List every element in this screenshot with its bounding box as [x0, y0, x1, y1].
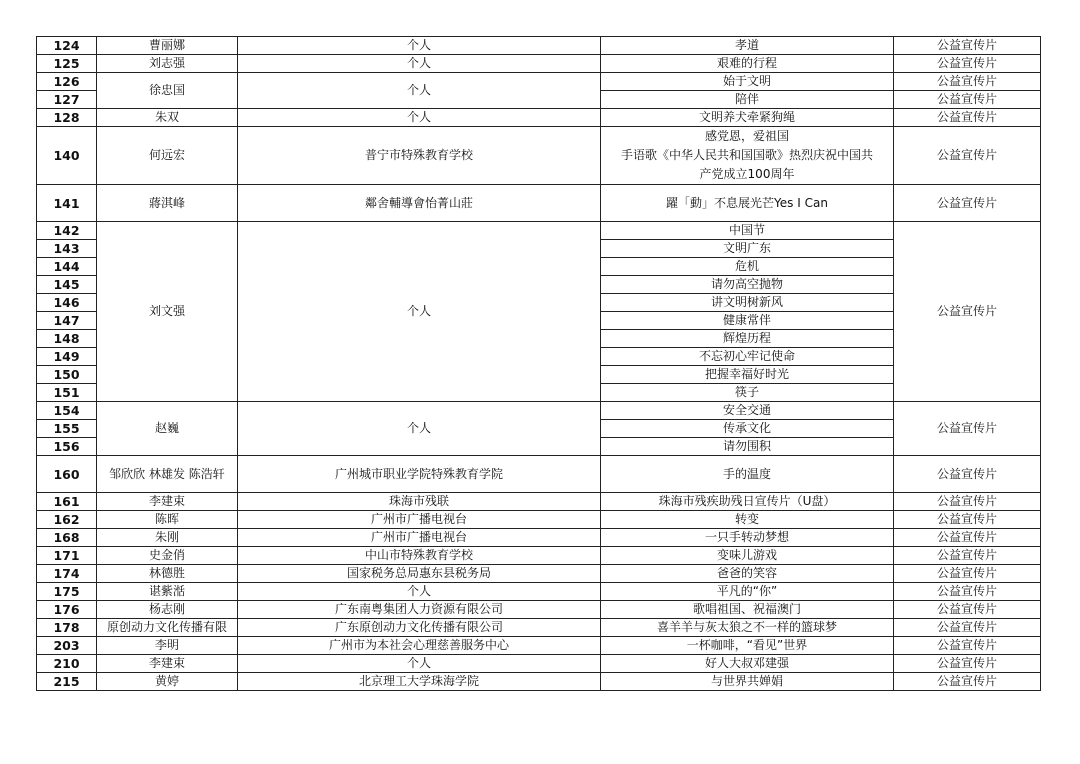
title-cell: 一只手转动梦想: [601, 529, 894, 547]
entry-number-cell: 146: [37, 294, 97, 312]
entry-number-cell: 203: [37, 637, 97, 655]
organization-cell: 个人: [238, 37, 601, 55]
category-cell: 公益宣传片: [894, 402, 1041, 456]
author-cell: 曹丽娜: [97, 37, 238, 55]
author-cell: 蔣淇峰: [97, 185, 238, 222]
table-row: [37, 529, 1041, 547]
table-row: [37, 55, 1041, 73]
entry-number-cell: 162: [37, 511, 97, 529]
table-row: [37, 222, 1041, 240]
title-cell: 与世界共婵娟: [601, 673, 894, 691]
organization-cell: 鄰舍輔導會怡菁山莊: [238, 185, 601, 222]
entry-number-cell: 161: [37, 493, 97, 511]
author-cell: 陈晖: [97, 511, 238, 529]
category-cell: 公益宣传片: [894, 222, 1041, 402]
table-row: [37, 583, 1041, 601]
category-cell: 公益宣传片: [894, 493, 1041, 511]
author-cell: 朱刚: [97, 529, 238, 547]
table-row: [37, 109, 1041, 127]
entry-number-cell: 176: [37, 601, 97, 619]
category-cell: 公益宣传片: [894, 456, 1041, 493]
title-cell: 变味儿游戏: [601, 547, 894, 565]
author-cell: 邹欣欣 林雄发 陈浩轩: [97, 456, 238, 493]
title-cell: 转变: [601, 511, 894, 529]
title-cell: 中国节: [601, 222, 894, 240]
author-cell: 刘文强: [97, 222, 238, 402]
organization-cell: 个人: [238, 655, 601, 673]
author-cell: 李建束: [97, 655, 238, 673]
author-cell: 黄婷: [97, 673, 238, 691]
title-cell: 辉煌历程: [601, 330, 894, 348]
organization-cell: 中山市特殊教育学校: [238, 547, 601, 565]
title-cell: 危机: [601, 258, 894, 276]
category-cell: 公益宣传片: [894, 655, 1041, 673]
table-row: [37, 127, 1041, 185]
title-cell: 平凡的“你”: [601, 583, 894, 601]
category-cell: 公益宣传片: [894, 637, 1041, 655]
title-cell: 爸爸的笑容: [601, 565, 894, 583]
category-cell: 公益宣传片: [894, 109, 1041, 127]
organization-cell: 个人: [238, 222, 601, 402]
category-cell: 公益宣传片: [894, 511, 1041, 529]
author-cell: 李明: [97, 637, 238, 655]
table-row: [37, 402, 1041, 420]
organization-cell: 北京理工大学珠海学院: [238, 673, 601, 691]
organization-cell: 广州市广播电视台: [238, 511, 601, 529]
entry-number-cell: 125: [37, 55, 97, 73]
title-cell: 不忘初心牢记使命: [601, 348, 894, 366]
category-cell: 公益宣传片: [894, 529, 1041, 547]
category-cell: 公益宣传片: [894, 601, 1041, 619]
title-cell: 健康常伴: [601, 312, 894, 330]
author-cell: 林德胜: [97, 565, 238, 583]
entry-number-cell: 127: [37, 91, 97, 109]
entry-number-cell: 160: [37, 456, 97, 493]
table-body: [37, 37, 1041, 691]
entry-number-cell: 215: [37, 673, 97, 691]
author-cell: 何远宏: [97, 127, 238, 185]
category-cell: 公益宣传片: [894, 185, 1041, 222]
organization-cell: 广州市广播电视台: [238, 529, 601, 547]
author-cell: 杨志刚: [97, 601, 238, 619]
entry-number-cell: 148: [37, 330, 97, 348]
author-cell: 刘志强: [97, 55, 238, 73]
table-row: [37, 601, 1041, 619]
title-cell: 艰难的行程: [601, 55, 894, 73]
author-cell: 赵巍: [97, 402, 238, 456]
title-cell: 歌唱祖国、祝福澳门: [601, 601, 894, 619]
entry-number-cell: 145: [37, 276, 97, 294]
entry-number-cell: 156: [37, 438, 97, 456]
organization-cell: 广州城市职业学院特殊教育学院: [238, 456, 601, 493]
organization-cell: 广东原创动力文化传播有限公司: [238, 619, 601, 637]
award-list-table: [36, 36, 1041, 691]
category-cell: 公益宣传片: [894, 673, 1041, 691]
title-cell: 珠海市残疾助残日宣传片（U盘）: [601, 493, 894, 511]
entry-number-cell: 174: [37, 565, 97, 583]
author-cell: 李建束: [97, 493, 238, 511]
table-row: [37, 673, 1041, 691]
table-row: [37, 456, 1041, 493]
organization-cell: 个人: [238, 55, 601, 73]
table-row: [37, 619, 1041, 637]
entry-number-cell: 149: [37, 348, 97, 366]
organization-cell: 个人: [238, 73, 601, 109]
title-cell: 请勿围积: [601, 438, 894, 456]
author-cell: 谌紫湉: [97, 583, 238, 601]
entry-number-cell: 171: [37, 547, 97, 565]
title-cell: 始于文明: [601, 73, 894, 91]
organization-cell: 普宁市特殊教育学校: [238, 127, 601, 185]
title-cell: 喜羊羊与灰太狼之不一样的篮球梦: [601, 619, 894, 637]
title-cell: 文明广东: [601, 240, 894, 258]
entry-number-cell: 178: [37, 619, 97, 637]
table-row: [37, 185, 1041, 222]
entry-number-cell: 142: [37, 222, 97, 240]
title-cell: 陪伴: [601, 91, 894, 109]
title-cell: 躍「動」不息展光芒Yes I Can: [601, 185, 894, 222]
category-cell: 公益宣传片: [894, 55, 1041, 73]
organization-cell: 国家税务总局惠东县税务局: [238, 565, 601, 583]
organization-cell: 珠海市残联: [238, 493, 601, 511]
title-cell: 好人大叔邓建强: [601, 655, 894, 673]
entry-number-cell: 143: [37, 240, 97, 258]
entry-number-cell: 128: [37, 109, 97, 127]
organization-cell: 个人: [238, 583, 601, 601]
author-cell: 朱双: [97, 109, 238, 127]
entry-number-cell: 168: [37, 529, 97, 547]
author-cell: 原创动力文化传播有限: [97, 619, 238, 637]
category-cell: 公益宣传片: [894, 127, 1041, 185]
organization-cell: 广东南粤集团人力资源有限公司: [238, 601, 601, 619]
entry-number-cell: 124: [37, 37, 97, 55]
category-cell: 公益宣传片: [894, 619, 1041, 637]
title-cell: 一杯咖啡，“看见”世界: [601, 637, 894, 655]
author-cell: 史金俏: [97, 547, 238, 565]
entry-number-cell: 175: [37, 583, 97, 601]
entry-number-cell: 144: [37, 258, 97, 276]
table-row: [37, 73, 1041, 91]
title-cell: 请勿高空抛物: [601, 276, 894, 294]
table-row: [37, 493, 1041, 511]
organization-cell: 广州市为本社会心理慈善服务中心: [238, 637, 601, 655]
entry-number-cell: 141: [37, 185, 97, 222]
table-row: [37, 565, 1041, 583]
title-cell: 感党恩，爱祖国 手语歌《中华人民共和国国歌》热烈庆祝中国共 产党成立100周年: [601, 127, 894, 185]
table-row: [37, 547, 1041, 565]
category-cell: 公益宣传片: [894, 37, 1041, 55]
category-cell: 公益宣传片: [894, 73, 1041, 91]
title-cell: 讲文明树新风: [601, 294, 894, 312]
entry-number-cell: 140: [37, 127, 97, 185]
organization-cell: 个人: [238, 402, 601, 456]
category-cell: 公益宣传片: [894, 583, 1041, 601]
title-cell: 文明养犬牵紧狗绳: [601, 109, 894, 127]
author-cell: 徐忠国: [97, 73, 238, 109]
entry-number-cell: 150: [37, 366, 97, 384]
title-cell: 手的温度: [601, 456, 894, 493]
title-cell: 传承文化: [601, 420, 894, 438]
entry-number-cell: 155: [37, 420, 97, 438]
entry-number-cell: 154: [37, 402, 97, 420]
table-row: [37, 511, 1041, 529]
entry-number-cell: 151: [37, 384, 97, 402]
organization-cell: 个人: [238, 109, 601, 127]
entry-number-cell: 147: [37, 312, 97, 330]
entry-number-cell: 126: [37, 73, 97, 91]
table-row: [37, 637, 1041, 655]
title-cell: 把握幸福好时光: [601, 366, 894, 384]
table-row: [37, 655, 1041, 673]
category-cell: 公益宣传片: [894, 565, 1041, 583]
title-cell: 安全交通: [601, 402, 894, 420]
table-row: [37, 37, 1041, 55]
title-cell: 筷子: [601, 384, 894, 402]
category-cell: 公益宣传片: [894, 547, 1041, 565]
title-cell: 孝道: [601, 37, 894, 55]
entry-number-cell: 210: [37, 655, 97, 673]
category-cell: 公益宣传片: [894, 91, 1041, 109]
